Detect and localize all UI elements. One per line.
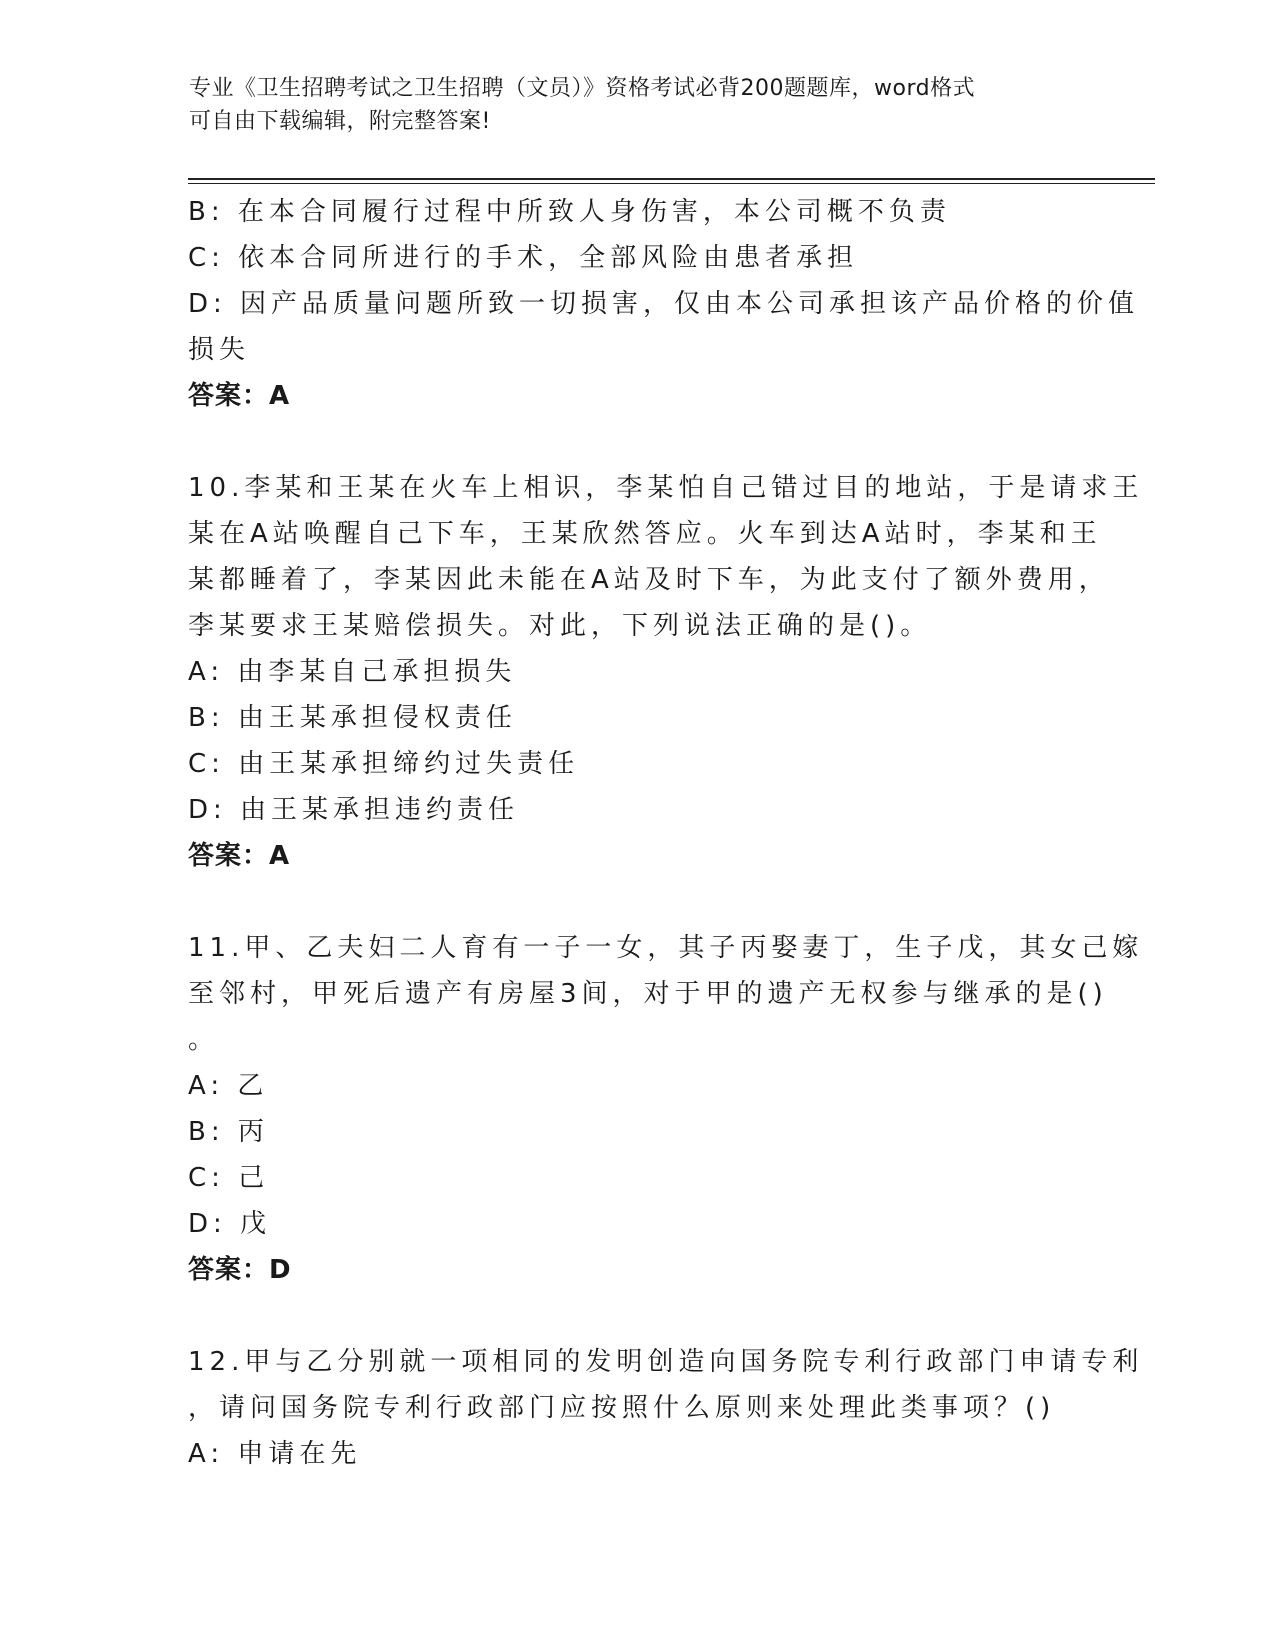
spacer [188, 419, 1088, 465]
option-a: A: 申请在先 [188, 1439, 362, 1469]
option-d: D: 因产品质量问题所致一切损害，仅由本公司承担该产品价格的价值 [188, 289, 1140, 319]
option-a: A: 乙 [188, 1071, 269, 1101]
option-b: B: 在本合同履行过程中所致人身伤害，本公司概不负责 [188, 197, 951, 227]
header-line-2: 可自由下载编辑，附完整答案! [189, 109, 491, 134]
question-stem-line: 李某要求王某赔偿损失。对此，下列说法正确的是()。 [188, 611, 932, 641]
answer-line: 答案：A [188, 381, 291, 411]
answer-line: 答案：A [188, 841, 291, 871]
question-stem-line: 至邻村，甲死后遗产有房屋3间，对于甲的遗产无权参与继承的是() [188, 979, 1108, 1009]
spacer [188, 879, 1088, 925]
answer-line: 答案：D [188, 1255, 292, 1285]
question-stem-line: 12.甲与乙分别就一项相同的发明创造向国务院专利行政部门申请专利 [188, 1347, 1144, 1377]
spacer [188, 1293, 1088, 1339]
option-d: D: 由王某承担违约责任 [188, 795, 520, 825]
question-11 [188, 925, 1144, 1293]
question-stem-line: ，请问国务院专利行政部门应按照什么原则来处理此类事项？() [188, 1393, 1056, 1423]
option-b: B: 由王某承担侵权责任 [188, 703, 517, 733]
option-a: A: 由李某自己承担损失 [188, 657, 517, 687]
document-header [189, 72, 1089, 138]
option-c: C: 己 [188, 1163, 270, 1193]
question-stem-line: 某都睡着了，李某因此未能在A站及时下车，为此支付了额外费用， [188, 565, 1110, 595]
document-body [188, 189, 1144, 1477]
option-c: C: 依本合同所进行的手术，全部风险由患者承担 [188, 243, 859, 273]
header-divider-thin [188, 183, 1155, 184]
question-12 [188, 1339, 1144, 1477]
question-stem-line: 某在A站唤醒自己下车，王某欣然答应。火车到达A站时，李某和王 [188, 519, 1102, 549]
question-10 [188, 465, 1144, 879]
header-divider-thick [188, 178, 1155, 180]
question-stem-line: 11.甲、乙夫妇二人育有一子一女，其子丙娶妻丁，生子戊，其女己嫁 [188, 933, 1144, 963]
option-c: C: 由王某承担缔约过失责任 [188, 749, 580, 779]
question-stem-line: 10.李某和王某在火车上相识，李某怕自己错过目的地站，于是请求王 [188, 473, 1144, 503]
question-stem-line: 。 [188, 1025, 220, 1055]
question-9-tail [188, 189, 1140, 419]
option-d-continued: 损失 [188, 335, 251, 365]
option-d: D: 戊 [188, 1209, 272, 1239]
option-b: B: 丙 [188, 1117, 269, 1147]
header-line-1: 专业《卫生招聘考试之卫生招聘（文员）》资格考试必背200题题库，word格式 [189, 76, 976, 101]
